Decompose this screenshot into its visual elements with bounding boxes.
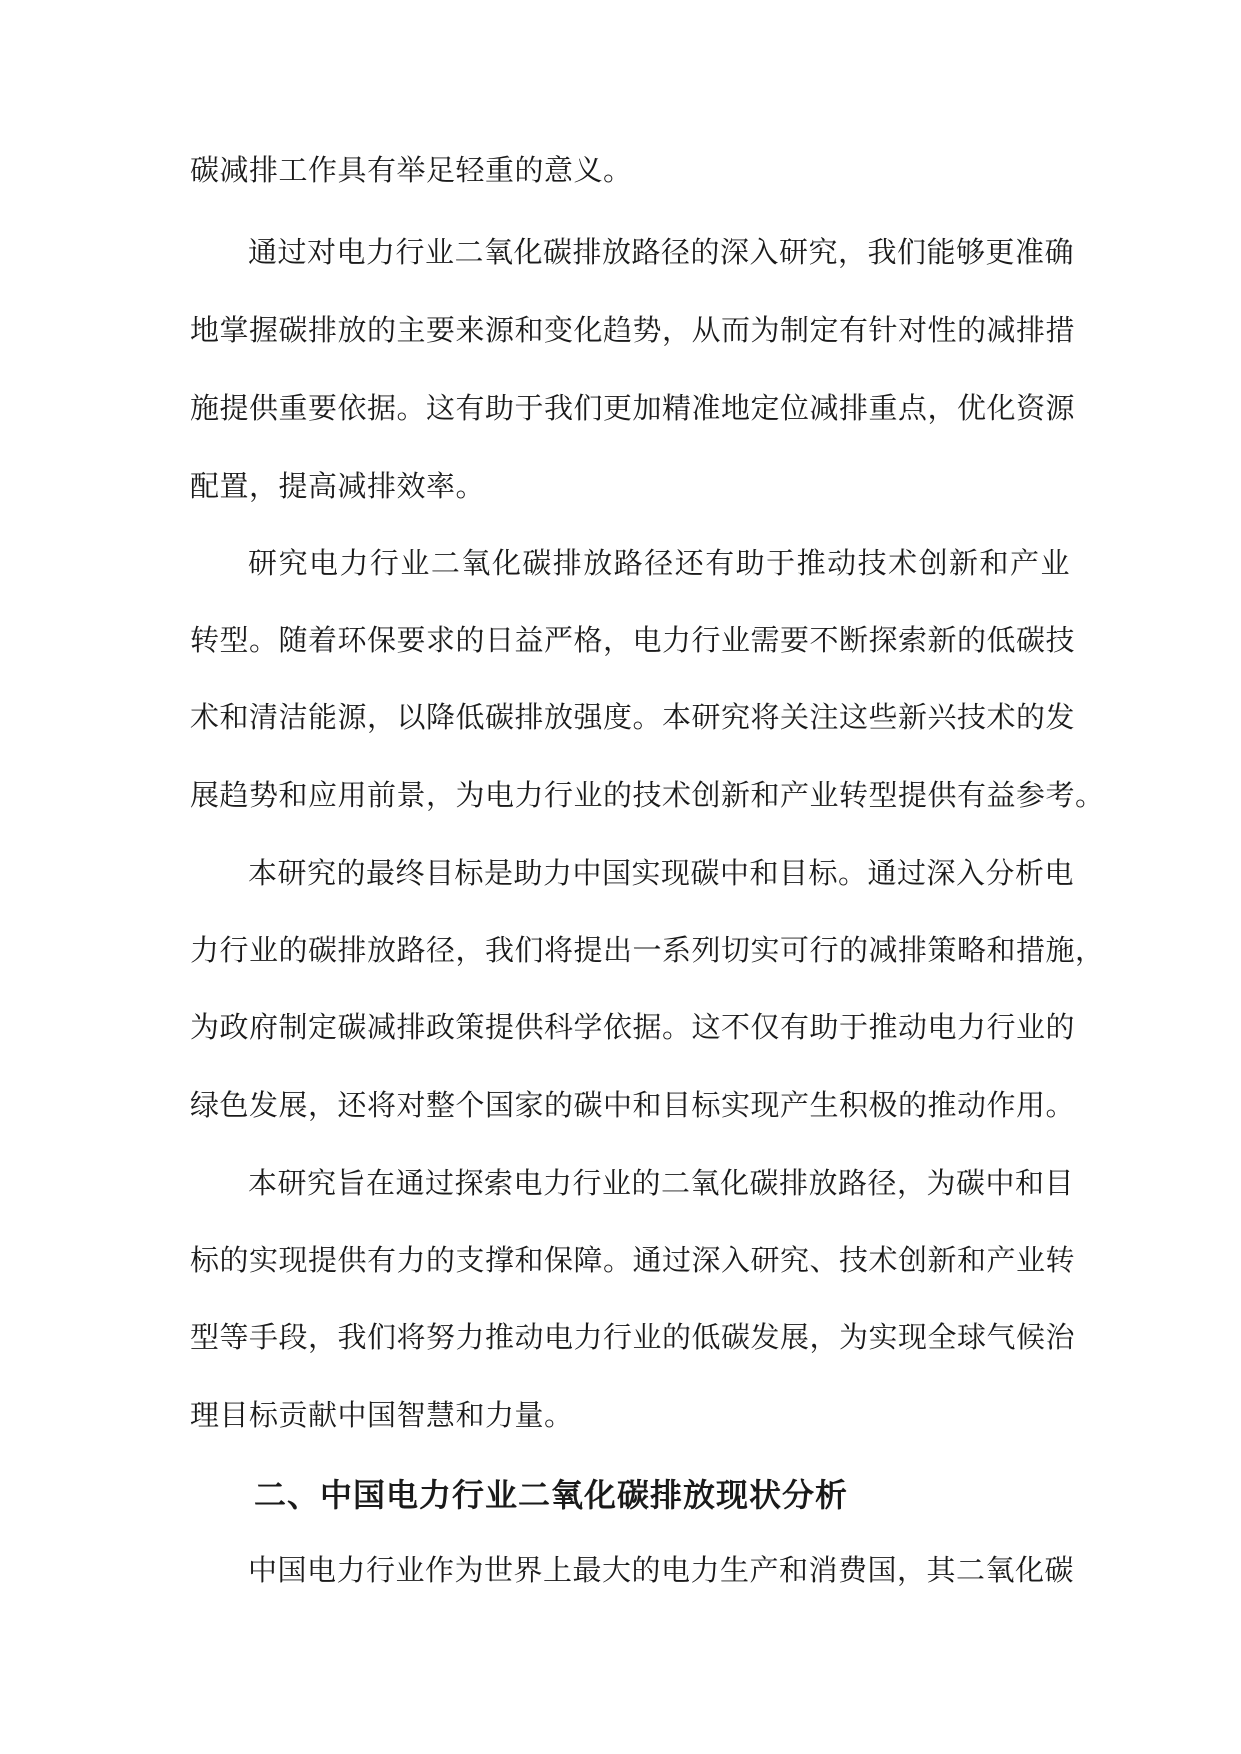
paragraph-line: 研究电力行业二氧化碳排放路径还有助于推动技术创新和产业 bbox=[248, 546, 1070, 580]
paragraph-line: 配置，提高减排效率。 bbox=[190, 469, 486, 503]
paragraph-line: 转型。随着环保要求的日益严格，电力行业需要不断探索新的低碳技 bbox=[190, 623, 1076, 657]
paragraph-line: 碳减排工作具有举足轻重的意义。 bbox=[190, 153, 633, 187]
section-heading: 二、中国电力行业二氧化碳排放现状分析 bbox=[254, 1476, 849, 1514]
paragraph-line: 为政府制定碳减排政策提供科学依据。这不仅有助于推动电力行业的 bbox=[190, 1010, 1076, 1044]
paragraph-line: 通过对电力行业二氧化碳排放路径的深入研究，我们能够更准确 bbox=[248, 235, 1075, 269]
paragraph-line: 型等手段，我们将努力推动电力行业的低碳发展，为实现全球气候治 bbox=[190, 1320, 1076, 1354]
paragraph-line: 标的实现提供有力的支撑和保障。通过深入研究、技术创新和产业转 bbox=[190, 1243, 1076, 1277]
paragraph-line: 术和清洁能源，以降低碳排放强度。本研究将关注这些新兴技术的发 bbox=[190, 700, 1076, 734]
paragraph-line: 理目标贡献中国智慧和力量。 bbox=[190, 1398, 574, 1432]
paragraph-line: 施提供重要依据。这有助于我们更加精准地定位减排重点，优化资源 bbox=[190, 391, 1076, 425]
paragraph-line: 展趋势和应用前景，为电力行业的技术创新和产业转型提供有益参考。 bbox=[190, 778, 1105, 812]
paragraph-line: 力行业的碳排放路径，我们将提出一系列切实可行的减排策略和措施， bbox=[190, 933, 1105, 967]
paragraph-line: 中国电力行业作为世界上最大的电力生产和消费国，其二氧化碳 bbox=[248, 1553, 1075, 1587]
paragraph-line: 本研究旨在通过探索电力行业的二氧化碳排放路径，为碳中和目 bbox=[248, 1166, 1075, 1200]
paragraph-line: 本研究的最终目标是助力中国实现碳中和目标。通过深入分析电 bbox=[248, 856, 1075, 890]
paragraph-line: 地掌握碳排放的主要来源和变化趋势，从而为制定有针对性的减排措 bbox=[190, 313, 1076, 347]
paragraph-line: 绿色发展，还将对整个国家的碳中和目标实现产生积极的推动作用。 bbox=[190, 1088, 1076, 1122]
